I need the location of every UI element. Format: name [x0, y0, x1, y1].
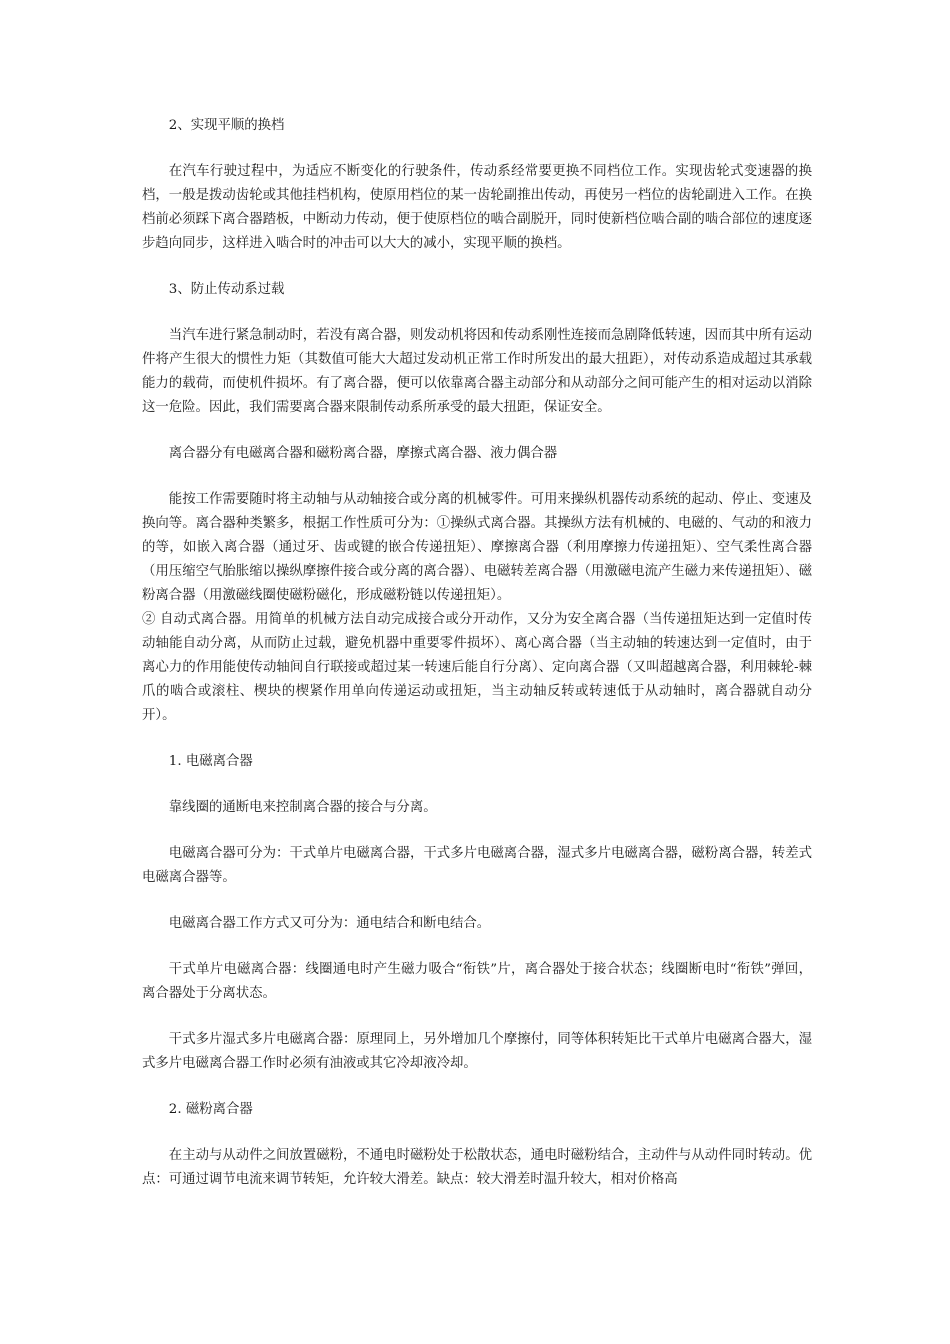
paragraph-em-clutch-classification: 电磁离合器可分为：干式单片电磁离合器，干式多片电磁离合器，湿式多片电磁离合器，磁粉离合器，转差式电磁离合器等。 — [142, 846, 812, 885]
section-heading-magnetic-powder-clutch: 2. 磁粉离合器 — [168, 1102, 253, 1117]
section-heading-overload-protection: 3、防止传动系过载 — [168, 282, 285, 297]
paragraph-smooth-shifting: 在汽车行驶过程中，为适应不断变化的行驶条件，传动系经常要更换不同档位工作。实现齿轮式变速器的换档，一般是拨动齿轮或其他挂档机构，使原用档位的某一齿轮副推出传动，再使另一档位的齿轮副进入工作。在换档前必须踩下离合器踏板，中断动力传动，便于使原档位的啮合副脱开，同时使新档位啮合副的啮合部位的速度逐步趋向同步，这样进入啮合时的冲击可以大大的减小，实现平顺的换档。 — [142, 164, 812, 251]
paragraph-multi-plate: 干式多片湿式多片电磁离合器：原理同上，另外增加几个摩擦付，同等体积转矩比干式单片电磁离合器大，湿式多片电磁离合器工作时必须有油液或其它冷却液冷却。 — [142, 1032, 812, 1071]
section-heading-smooth-shifting: 2、实现平顺的换档 — [168, 118, 285, 133]
document-page — [142, 114, 812, 1214]
paragraph-em-clutch-principle: 靠线圈的通断电来控制离合器的接合与分离。 — [168, 800, 437, 815]
paragraph-clutch-types: 离合器分有电磁离合器和磁粉离合器，摩擦式离合器、液力偶合器 — [168, 446, 558, 461]
paragraph-clutch-definition: 能按工作需要随时将主动轴与从动轴接合或分离的机械零件。可用来操纵机器传动系统的起动、停止、变速及换向等。离合器种类繁多，根据工作性质可分为：①操纵式离合器。其操纵方法有机械的、电磁的、气动的和液力的等，如嵌入离合器（通过牙、齿或键的嵌合传递扭矩）、摩擦离合器（利用摩擦力传递扭矩）、空气柔性离合器（用压缩空气胎胀缩以操纵摩擦件接合或分离的离合器）、电磁转差离合器（用激磁电流产生磁力来传递扭矩）、磁粉离合器（用激磁线圈使磁粉磁化，形成磁粉链以传递扭矩）。 ② 自动式离合器。用简单的机械方法自动完成接合或分开动作，又分为安全离合器（当传递扭矩达到一定值时传动轴能自动分离，从而防止过载，避免机器中重要零件损坏）、离心离合器（当主动轴的转速达到一定值时，由于离心力的作用能使传动轴间自行联接或超过某一转速后能自行分离）、定向离合器（又叫超越离合器，利用棘轮-棘爪的啮合或滚柱、楔块的楔紧作用单向传递运动或扭矩，当主动轴反转或转速低于从动轴时，离合器就自动分开）。 — [142, 492, 812, 723]
paragraph-dry-single-plate: 干式单片电磁离合器：线圈通电时产生磁力吸合“衔铁”片，离合器处于接合状态；线圈断电时“衔铁”弹回，离合器处于分离状态。 — [142, 962, 812, 1001]
paragraph-em-clutch-working-mode: 电磁离合器工作方式又可分为：通电结合和断电结合。 — [168, 916, 491, 931]
paragraph-magnetic-powder-clutch: 在主动与从动件之间放置磁粉，不通电时磁粉处于松散状态，通电时磁粉结合，主动件与从动件同时转动。优点：可通过调节电流来调节转矩，允许较大滑差。缺点：较大滑差时温升较大，相对价格高 — [142, 1148, 812, 1187]
section-heading-electromagnetic-clutch: 1. 电磁离合器 — [168, 754, 253, 769]
paragraph-overload-protection: 当汽车进行紧急制动时，若没有离合器，则发动机将因和传动系刚性连接而急剧降低转速，因而其中所有运动件将产生很大的惯性力矩（其数值可能大大超过发动机正常工作时所发出的最大扭距），对传动系造成超过其承载能力的载荷，而使机件损坏。有了离合器，便可以依靠离合器主动部分和从动部分之间可能产生的相对运动以消除这一危险。因此，我们需要离合器来限制传动系所承受的最大扭距，保证安全。 — [142, 328, 812, 415]
